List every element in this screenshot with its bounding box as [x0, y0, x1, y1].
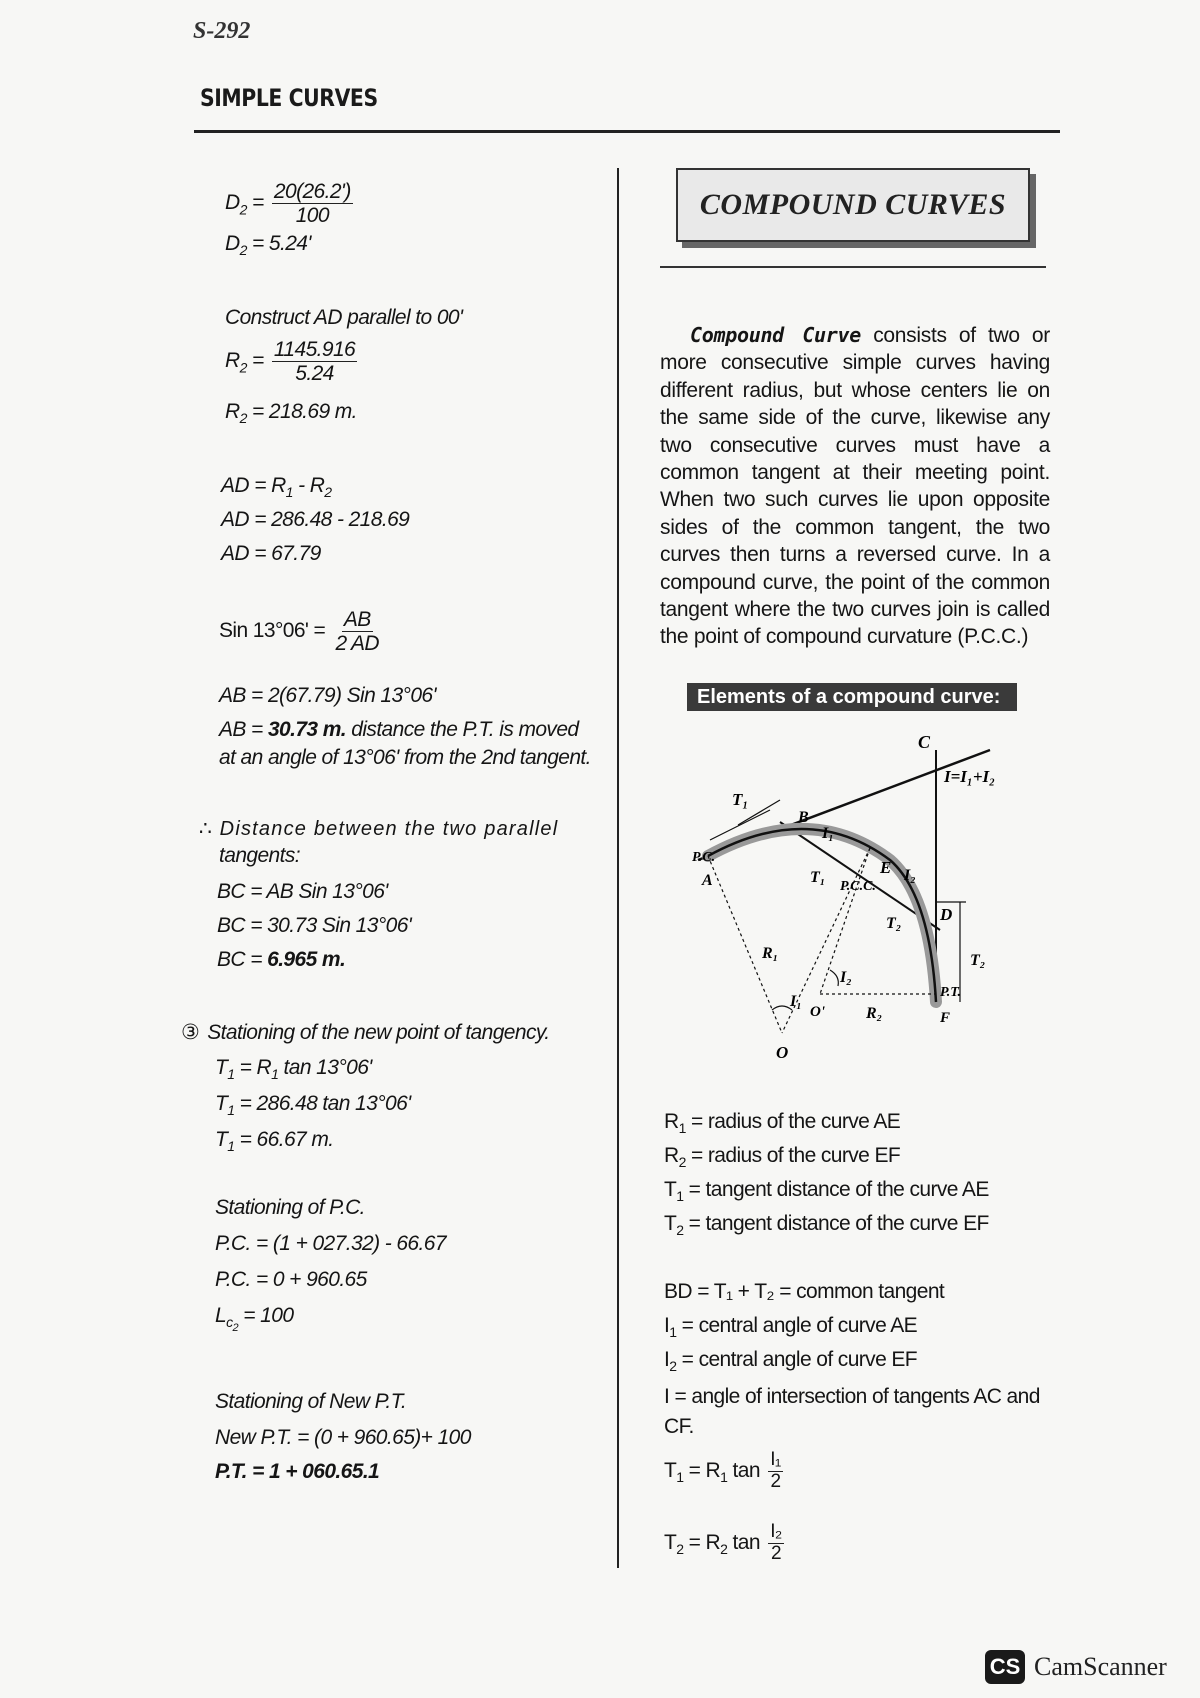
label-t1-top: T₁ — [732, 790, 749, 809]
column-divider — [617, 168, 619, 1568]
label-i2-mid: I₂ — [840, 969, 852, 986]
step3-marker: ③ — [181, 1021, 200, 1044]
def-i1-text: = central angle of curve AE — [676, 1314, 918, 1337]
formula-t2-a: = R — [683, 1530, 721, 1554]
def-r2 — [664, 1144, 900, 1170]
formula-t2: $T_2 = R_2$ tan $\frac{\text{I₂}}{2}$ — [664, 1521, 782, 1564]
def-t2-sub: 2 — [676, 1222, 684, 1239]
ad-eq3: AD = 67.79 — [221, 542, 321, 565]
label-oprime: O' — [810, 1004, 825, 1020]
step3-heading — [181, 1020, 549, 1045]
bc-eq3-a: BC = — [217, 948, 268, 971]
distance-heading-1: ∴ Distance between the two parallel — [199, 818, 559, 840]
pc-heading: Stationing of P.C. — [215, 1196, 365, 1219]
label-pc: P.C. — [692, 850, 716, 865]
ab-eq2-a: AB = — [219, 718, 268, 741]
sin-equation — [219, 608, 384, 655]
camscanner-logo: CS — [985, 1650, 1025, 1684]
bc-eq2: BC = 30.73 Sin 13°06' — [217, 914, 412, 937]
def-t2-sym: T — [664, 1212, 677, 1235]
d2-num: 20(26.2') — [273, 180, 351, 203]
section-title: SIMPLE CURVES — [200, 84, 378, 112]
def-r2-sym: R — [664, 1144, 679, 1167]
sin-num: AB — [343, 608, 371, 631]
t1-eq2: $T_1 = 286.48$ tan 13°06' — [215, 1092, 411, 1119]
r2-fraction — [272, 338, 357, 385]
t1-eq3: $T_1 = 66.67$ m. — [215, 1128, 334, 1155]
label-i1-low: I₁ — [790, 993, 802, 1010]
def-bd: BD = T₁ + T₂ = common tangent — [664, 1280, 945, 1303]
r2-result-value: = 218.69 m. — [252, 400, 357, 423]
para-body: consists of two or more consecutive simple curves having different radius, but whose centers lie on the same side of the curve, likewise any two consecutive curves must have a common tangent at their meeting point. When two such curves lie upon opposite sides of the common tangent, the two curves then turns a reversed curve. In a compound curve, the point of the common tangent where the two curves join is called the point of compound curvature (P.C.C.) — [660, 324, 1050, 649]
label-c: C — [918, 732, 931, 752]
formula-t2-b: tan — [727, 1530, 760, 1554]
r2-equation: $R_2$ = $\frac{1145.916}{5.24}$ — [225, 338, 356, 386]
lc-eq: $L_{c_2} = 100$ — [215, 1304, 294, 1334]
formula-t2-den: 2 — [770, 1542, 781, 1564]
t1-eq2-val: = 286.48 tan 13°06' — [234, 1092, 411, 1115]
ab-eq1: AB = 2(67.79) Sin 13°06' — [219, 684, 436, 707]
def-i2-text: = central angle of curve EF — [676, 1348, 918, 1371]
compound-curve-paragraph — [660, 322, 1050, 651]
t1-eq3-val: = 66.67 m. — [234, 1128, 334, 1151]
header-rule — [194, 130, 1060, 133]
def-t2-text: = tangent distance of the curve EF — [683, 1212, 989, 1235]
sin-fraction — [333, 608, 381, 655]
def-r2-sub: 2 — [678, 1154, 686, 1171]
d2-result-value: = 5.24' — [252, 232, 311, 255]
ad-eq2: AD = 286.48 - 218.69 — [221, 508, 410, 531]
construct-text: Construct AD parallel to 00' — [225, 306, 463, 329]
ab-eq3: at an angle of 13°06' from the 2nd tangent. — [219, 746, 591, 769]
sin-den: 2 AD — [335, 632, 379, 656]
compound-curves-title-box — [676, 168, 1030, 242]
label-d: D — [940, 905, 953, 924]
def-t1-text: = tangent distance of the curve AE — [683, 1178, 989, 1201]
def-t1-sym: T — [664, 1178, 677, 1201]
label-pcc: P.C.C. — [840, 879, 876, 894]
elements-banner: Elements of a compound curve: — [687, 683, 1017, 711]
formula-t1-den: 2 — [770, 1470, 781, 1492]
r2-num: 1145.916 — [273, 338, 356, 361]
formula-t1-num: I₁ — [770, 1449, 781, 1470]
d2-result: $D_2 = 5.24'$ — [225, 232, 311, 259]
ab-eq2 — [219, 718, 579, 742]
def-i1: $I_1$ = central angle of curve AE — [664, 1314, 918, 1341]
compound-curve-diagram — [690, 730, 1030, 1080]
label-a: A — [702, 872, 713, 889]
ad-eq1: AD = $R_1 - R_2$ — [221, 474, 332, 501]
formula-t2-num: I₂ — [770, 1521, 782, 1542]
ab-eq2-b: 30.73 m. — [267, 718, 347, 741]
page-number: S-292 — [193, 18, 251, 44]
def-r1-text: = radius of the curve AE — [685, 1110, 901, 1133]
r2-result: $R_2 = 218.69$ m. — [225, 400, 357, 427]
ad-eq1-b: - R — [292, 474, 325, 497]
label-i2-top: I₂ — [904, 867, 916, 884]
step3-title: Stationing of the new point of tangency. — [207, 1021, 550, 1044]
newpt-heading: Stationing of New P.T. — [215, 1390, 407, 1413]
label-t1-mid: T₁ — [810, 869, 826, 886]
def-r1-sub: 1 — [678, 1120, 686, 1137]
camscanner-text: CamScanner — [1034, 1652, 1167, 1681]
angle-i1-arc — [772, 1006, 792, 1010]
label-f: F — [940, 1010, 951, 1026]
label-r2: R₂ — [866, 1005, 883, 1022]
label-t2-mid: T₂ — [886, 915, 902, 932]
formula-t2-frac — [768, 1522, 783, 1565]
def-r1-sym: R — [664, 1110, 679, 1133]
label-b: B — [798, 809, 809, 826]
t1-eq1-b: tan 13°06' — [278, 1056, 372, 1079]
d2-fraction — [272, 180, 353, 227]
curve-af — [708, 829, 936, 1002]
d2-label: D — [225, 191, 240, 215]
formula-t1: $T_1 = R_1$ tan $\frac{\text{I₁}}{2}$ — [664, 1449, 781, 1492]
def-i: I = angle of intersection of tangents AC and CF. — [664, 1385, 1040, 1438]
distance-heading-2: tangents: — [219, 844, 300, 867]
def-t2 — [664, 1212, 989, 1238]
sin-lhs: Sin 13°06' = — [219, 619, 326, 643]
pc-eq1: P.C. = (1 + 027.32) - 66.67 — [215, 1232, 446, 1255]
label-t2-right: T₂ — [970, 952, 986, 969]
label-i-eq: I=I₁+I₂ — [944, 767, 996, 786]
compound-curves-title: COMPOUND CURVES — [699, 188, 1007, 221]
label-i1-top: I₁ — [822, 825, 834, 842]
right-header-rule — [660, 266, 1046, 268]
def-r1 — [664, 1110, 900, 1136]
def-t1 — [664, 1178, 989, 1204]
label-o: O — [776, 1043, 789, 1062]
t1-eq1: $T_1 = R_1$ tan 13°06' — [215, 1056, 372, 1083]
label-r1: R₁ — [762, 945, 779, 962]
bc-eq1: BC = AB Sin 13°06' — [217, 880, 388, 903]
formula-t1-a: = R — [683, 1458, 721, 1482]
bc-eq3 — [217, 948, 345, 972]
curve-band — [708, 829, 936, 1002]
d2-equation: $D_2$ = $\frac{20(26.2')}{100}$ — [225, 180, 351, 228]
newpt-eq1: New P.T. = (0 + 960.65)+ 100 — [215, 1426, 471, 1449]
bc-eq3-b: 6.965 m. — [267, 948, 346, 971]
def-i2: $I_2$ = central angle of curve EF — [664, 1348, 918, 1375]
ab-eq2-c: distance the P.T. is moved — [346, 718, 579, 741]
newpt-eq2: P.T. = 1 + 060.65.1 — [215, 1460, 380, 1483]
formula-t1-frac — [768, 1450, 783, 1493]
label-e: E — [880, 858, 892, 877]
d2-den: 100 — [295, 204, 329, 228]
t1-eq1-a: = R — [234, 1056, 272, 1079]
para-lead: Compound Curve — [690, 323, 862, 347]
def-t1-sub: 1 — [676, 1188, 684, 1205]
pc-eq2: P.C. = 0 + 960.65 — [215, 1268, 367, 1291]
def-r2-text: = radius of the curve EF — [685, 1144, 901, 1167]
ad-eq1-a: AD = R — [221, 474, 286, 497]
r2-den: 5.24 — [295, 362, 334, 386]
angle-i2-arc — [830, 970, 838, 986]
label-pt: P.T. — [940, 985, 962, 1000]
formula-t1-b: tan — [727, 1458, 760, 1482]
lc-eq-val: = 100 — [238, 1304, 294, 1327]
